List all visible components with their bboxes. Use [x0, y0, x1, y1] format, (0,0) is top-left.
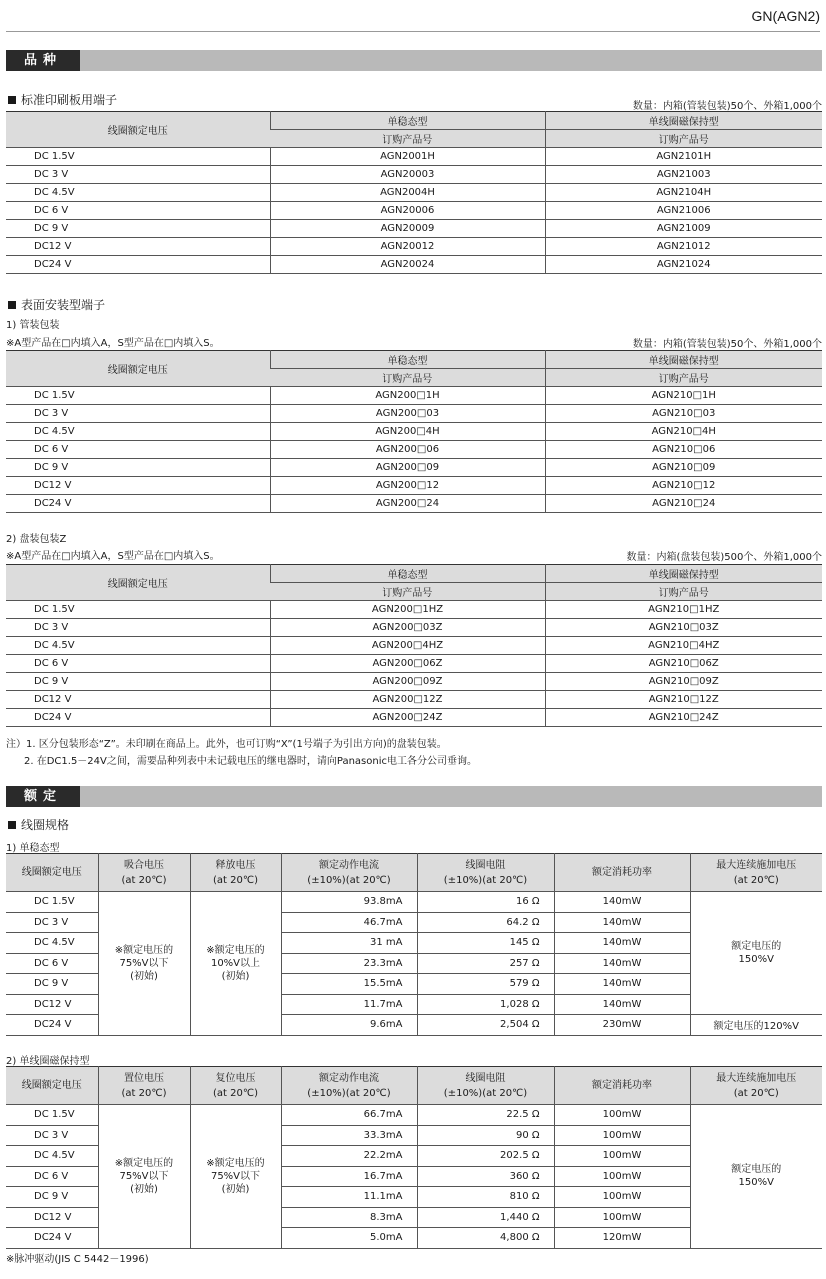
tube-table — [6, 350, 822, 513]
coil-resistance-cell: 579 Ω — [417, 974, 554, 995]
coil-voltage-cell: DC24 V — [6, 1228, 98, 1249]
col-order: 订购产品号 — [270, 369, 545, 387]
dropout-voltage-cell: ※额定电压的 10%V以上 (初始) — [190, 892, 281, 1036]
table-row — [6, 495, 822, 513]
single-part-number-cell: AGN200□09Z — [270, 673, 545, 691]
coil-voltage-cell: DC 9 V — [6, 673, 270, 691]
single-part-number-cell: AGN200□12Z — [270, 691, 545, 709]
coil-voltage-cell: DC 4.5V — [6, 933, 98, 954]
section-variety-bar — [6, 50, 822, 71]
coil-voltage-cell: DC 3 V — [6, 405, 270, 423]
col-max-voltage: 最大连续施加电压 (at 20℃) — [690, 854, 822, 892]
coil-voltage-cell: DC24 V — [6, 709, 270, 727]
col-current: 额定动作电流 (±10%)(at 20℃) — [281, 854, 417, 892]
latch-part-number-cell: AGN21006 — [545, 202, 822, 220]
table-row — [6, 1105, 822, 1126]
max-voltage-cell: 额定电压的120%V — [690, 1015, 822, 1036]
power-cell: 100mW — [554, 1187, 690, 1208]
latch-part-number-cell: AGN21012 — [545, 238, 822, 256]
footnote: ※脉冲驱动(JIS C 5442－1996) — [6, 1254, 149, 1265]
col-coil-voltage: 线圈额定电压 — [6, 854, 98, 892]
col-voltage: 线圈额定电压 — [6, 565, 270, 601]
reel-sub-heading: 2) 盘装包装Z — [6, 534, 67, 545]
note-1: 注）1. 区分包装形态“Z”。未印刷在商品上。此外，也可订购“X”(1号端子为引出方向)的盘装包装。 — [6, 739, 447, 750]
reel-note: ※A型产品在□内填入A，S型产品在□内填入S。 — [6, 551, 220, 562]
coil-voltage-cell: DC 6 V — [6, 1166, 98, 1187]
latch-part-number-cell: AGN210□03 — [545, 405, 822, 423]
section-rating-label: 额定 — [6, 786, 80, 807]
power-cell: 140mW — [554, 994, 690, 1015]
single-part-number-cell: AGN200□06 — [270, 441, 545, 459]
latch-part-number-cell: AGN210□1HZ — [545, 601, 822, 619]
table-row — [6, 619, 822, 637]
latch-part-number-cell: AGN210□24 — [545, 495, 822, 513]
operate-current-cell: 31 mA — [281, 933, 417, 954]
latch-part-number-cell: AGN21009 — [545, 220, 822, 238]
latch-part-number-cell: AGN210□06Z — [545, 655, 822, 673]
coil-resistance-cell: 1,440 Ω — [417, 1207, 554, 1228]
latch-part-number-cell: AGN21024 — [545, 256, 822, 274]
latch-part-number-cell: AGN2101H — [545, 148, 822, 166]
coil-resistance-cell: 16 Ω — [417, 892, 554, 913]
coil-voltage-cell: DC24 V — [6, 1015, 98, 1036]
table-row — [6, 387, 822, 405]
standard-pcb-table — [6, 111, 822, 274]
single-part-number-cell: AGN200□1H — [270, 387, 545, 405]
latch-part-number-cell: AGN210□1H — [545, 387, 822, 405]
operate-current-cell: 11.7mA — [281, 994, 417, 1015]
coil-voltage-cell: DC 3 V — [6, 619, 270, 637]
col-single: 单稳态型 — [270, 351, 545, 369]
coil-voltage-cell: DC 1.5V — [6, 148, 270, 166]
coil-voltage-cell: DC 6 V — [6, 202, 270, 220]
reel-qty: 数量：内箱(盘装包装)500个、外箱1,000个 — [626, 552, 822, 563]
latch-part-number-cell: AGN210□4H — [545, 423, 822, 441]
single-part-number-cell: AGN200□09 — [270, 459, 545, 477]
single-part-number-cell: AGN20006 — [270, 202, 545, 220]
latch-part-number-cell: AGN210□12 — [545, 477, 822, 495]
power-cell: 140mW — [554, 953, 690, 974]
single-part-number-cell: AGN200□4HZ — [270, 637, 545, 655]
latch-part-number-cell: AGN210□06 — [545, 441, 822, 459]
coil-resistance-cell: 257 Ω — [417, 953, 554, 974]
coil-resistance-cell: 4,800 Ω — [417, 1228, 554, 1249]
table-row — [6, 441, 822, 459]
col-reset: 复位电压 (at 20℃) — [190, 1067, 281, 1105]
coil-voltage-cell: DC 4.5V — [6, 1146, 98, 1167]
power-cell: 140mW — [554, 912, 690, 933]
table-row — [6, 459, 822, 477]
coil-voltage-cell: DC 1.5V — [6, 601, 270, 619]
coil-voltage-cell: DC 4.5V — [6, 637, 270, 655]
operate-current-cell: 33.3mA — [281, 1125, 417, 1146]
single-part-number-cell: AGN200□24 — [270, 495, 545, 513]
header-divider — [6, 31, 820, 32]
latch-part-number-cell: AGN210□4HZ — [545, 637, 822, 655]
standard-pcb-heading: 标准印刷板用端子 — [8, 91, 117, 108]
col-current: 额定动作电流 (±10%)(at 20℃) — [281, 1067, 417, 1105]
coil-resistance-cell: 202.5 Ω — [417, 1146, 554, 1167]
table-row — [6, 691, 822, 709]
col-order: 订购产品号 — [545, 369, 822, 387]
power-cell: 230mW — [554, 1015, 690, 1036]
latch-part-number-cell: AGN210□09Z — [545, 673, 822, 691]
operate-current-cell: 5.0mA — [281, 1228, 417, 1249]
table-row — [6, 220, 822, 238]
col-resistance: 线圈电阻 (±10%)(at 20℃) — [417, 854, 554, 892]
coil-voltage-cell: DC 6 V — [6, 441, 270, 459]
section-rating-bar — [6, 786, 822, 807]
latch-part-number-cell: AGN210□09 — [545, 459, 822, 477]
power-cell: 100mW — [554, 1166, 690, 1187]
operate-current-cell: 15.5mA — [281, 974, 417, 995]
col-max-voltage: 最大连续施加电压 (at 20℃) — [690, 1067, 822, 1105]
coil-voltage-cell: DC 9 V — [6, 459, 270, 477]
latch-part-number-cell: AGN21003 — [545, 166, 822, 184]
coil-resistance-cell: 64.2 Ω — [417, 912, 554, 933]
coil-resistance-cell: 2,504 Ω — [417, 1015, 554, 1036]
single-part-number-cell: AGN200□03 — [270, 405, 545, 423]
col-order: 订购产品号 — [270, 130, 545, 148]
tube-sub-heading: 1) 管装包装 — [6, 320, 60, 331]
col-resistance: 线圈电阻 (±10%)(at 20℃) — [417, 1067, 554, 1105]
power-cell: 100mW — [554, 1105, 690, 1126]
col-voltage: 线圈额定电压 — [6, 351, 270, 387]
coil-resistance-cell: 810 Ω — [417, 1187, 554, 1208]
single-part-number-cell: AGN200□4H — [270, 423, 545, 441]
coil-voltage-cell: DC 3 V — [6, 912, 98, 933]
coil-voltage-cell: DC 3 V — [6, 166, 270, 184]
col-power: 额定消耗功率 — [554, 1067, 690, 1105]
coil-voltage-cell: DC 3 V — [6, 1125, 98, 1146]
table-row — [6, 601, 822, 619]
standard-pcb-qty: 数量：内箱(管装包装)50个、外箱1,000个 — [632, 101, 822, 112]
operate-current-cell: 16.7mA — [281, 1166, 417, 1187]
table-row — [6, 673, 822, 691]
col-voltage: 线圈额定电压 — [6, 112, 270, 148]
power-cell: 100mW — [554, 1146, 690, 1167]
table-row — [6, 256, 822, 274]
coil-voltage-cell: DC 1.5V — [6, 387, 270, 405]
table-row — [6, 655, 822, 673]
col-coil-voltage: 线圈额定电压 — [6, 1067, 98, 1105]
table-row — [6, 637, 822, 655]
operate-current-cell: 22.2mA — [281, 1146, 417, 1167]
coil-voltage-cell: DC 9 V — [6, 1187, 98, 1208]
col-order: 订购产品号 — [545, 130, 822, 148]
col-order: 订购产品号 — [545, 583, 822, 601]
coil-voltage-cell: DC12 V — [6, 691, 270, 709]
coil-resistance-cell: 1,028 Ω — [417, 994, 554, 1015]
tube-note: ※A型产品在□内填入A，S型产品在□内填入S。 — [6, 338, 220, 349]
coil-voltage-cell: DC12 V — [6, 477, 270, 495]
single-part-number-cell: AGN20003 — [270, 166, 545, 184]
single-part-number-cell: AGN20024 — [270, 256, 545, 274]
max-voltage-cell: 额定电压的 150%V — [690, 892, 822, 1015]
reel-table — [6, 564, 822, 727]
single-sub-heading: 1) 单稳态型 — [6, 843, 60, 854]
coil-voltage-cell: DC12 V — [6, 1207, 98, 1228]
single-part-number-cell: AGN200□12 — [270, 477, 545, 495]
max-voltage-cell: 额定电压的 150%V — [690, 1105, 822, 1249]
power-cell: 120mW — [554, 1228, 690, 1249]
col-latch: 单线圈磁保持型 — [545, 351, 822, 369]
page-header — [0, 0, 826, 32]
operate-current-cell: 46.7mA — [281, 912, 417, 933]
coil-resistance-cell: 145 Ω — [417, 933, 554, 954]
coil-resistance-cell: 90 Ω — [417, 1125, 554, 1146]
coil-voltage-cell: DC12 V — [6, 238, 270, 256]
single-part-number-cell: AGN20012 — [270, 238, 545, 256]
single-part-number-cell: AGN200□06Z — [270, 655, 545, 673]
table-row — [6, 423, 822, 441]
coil-voltage-cell: DC 6 V — [6, 655, 270, 673]
power-cell: 140mW — [554, 933, 690, 954]
coil-voltage-cell: DC 1.5V — [6, 1105, 98, 1126]
coil-voltage-cell: DC 9 V — [6, 220, 270, 238]
coil-voltage-cell: DC 9 V — [6, 974, 98, 995]
note-2: 2. 在DC1.5－24V之间，需要品种列表中未记载电压的继电器时，请向Panasonic电工各分公司垂询。 — [24, 756, 477, 767]
table-row — [6, 238, 822, 256]
single-part-number-cell: AGN20009 — [270, 220, 545, 238]
operate-current-cell: 93.8mA — [281, 892, 417, 913]
table-row — [6, 166, 822, 184]
latch-part-number-cell: AGN210□12Z — [545, 691, 822, 709]
coil-spec-heading: 线圈规格 — [8, 816, 69, 833]
tube-qty: 数量：内箱(管装包装)50个、外箱1,000个 — [632, 339, 822, 350]
power-cell: 140mW — [554, 892, 690, 913]
table-row — [6, 709, 822, 727]
surface-mount-heading: 表面安装型端子 — [8, 296, 105, 313]
latch-part-number-cell: AGN210□24Z — [545, 709, 822, 727]
coil-voltage-cell: DC 1.5V — [6, 892, 98, 913]
coil-voltage-cell: DC 6 V — [6, 953, 98, 974]
single-part-number-cell: AGN2001H — [270, 148, 545, 166]
col-order: 订购产品号 — [270, 583, 545, 601]
coil-resistance-cell: 22.5 Ω — [417, 1105, 554, 1126]
col-pickup: 吸合电压 (at 20℃) — [98, 854, 190, 892]
col-set: 置位电压 (at 20℃) — [98, 1067, 190, 1105]
operate-current-cell: 11.1mA — [281, 1187, 417, 1208]
single-part-number-cell: AGN200□1HZ — [270, 601, 545, 619]
coil-voltage-cell: DC 4.5V — [6, 184, 270, 202]
pickup-voltage-cell: ※额定电压的 75%V以下 (初始) — [98, 892, 190, 1036]
single-spec-table — [6, 853, 822, 1036]
col-dropout: 释放电压 (at 20℃) — [190, 854, 281, 892]
operate-current-cell: 66.7mA — [281, 1105, 417, 1126]
latch-sub-heading: 2) 单线圈磁保持型 — [6, 1056, 90, 1067]
latch-part-number-cell: AGN210□03Z — [545, 619, 822, 637]
power-cell: 100mW — [554, 1125, 690, 1146]
table-row — [6, 892, 822, 913]
latch-part-number-cell: AGN2104H — [545, 184, 822, 202]
table-row — [6, 405, 822, 423]
col-latch: 单线圈磁保持型 — [545, 565, 822, 583]
table-row — [6, 477, 822, 495]
col-latch: 单线圈磁保持型 — [545, 112, 822, 130]
power-cell: 100mW — [554, 1207, 690, 1228]
col-single: 单稳态型 — [270, 112, 545, 130]
section-variety-label: 品种 — [6, 50, 80, 71]
coil-voltage-cell: DC12 V — [6, 994, 98, 1015]
table-row — [6, 202, 822, 220]
table-row — [6, 148, 822, 166]
col-single: 单稳态型 — [270, 565, 545, 583]
operate-current-cell: 23.3mA — [281, 953, 417, 974]
power-cell: 140mW — [554, 974, 690, 995]
single-part-number-cell: AGN200□24Z — [270, 709, 545, 727]
coil-voltage-cell: DC24 V — [6, 256, 270, 274]
operate-current-cell: 9.6mA — [281, 1015, 417, 1036]
table-row — [6, 184, 822, 202]
latch-spec-table — [6, 1066, 822, 1249]
pickup-voltage-cell: ※额定电压的 75%V以下 (初始) — [98, 1105, 190, 1249]
single-part-number-cell: AGN2004H — [270, 184, 545, 202]
coil-voltage-cell: DC 4.5V — [6, 423, 270, 441]
col-power: 额定消耗功率 — [554, 854, 690, 892]
page-title: GN(AGN2) — [751, 8, 820, 24]
coil-resistance-cell: 360 Ω — [417, 1166, 554, 1187]
operate-current-cell: 8.3mA — [281, 1207, 417, 1228]
dropout-voltage-cell: ※额定电压的 75%V以下 (初始) — [190, 1105, 281, 1249]
single-part-number-cell: AGN200□03Z — [270, 619, 545, 637]
coil-voltage-cell: DC24 V — [6, 495, 270, 513]
